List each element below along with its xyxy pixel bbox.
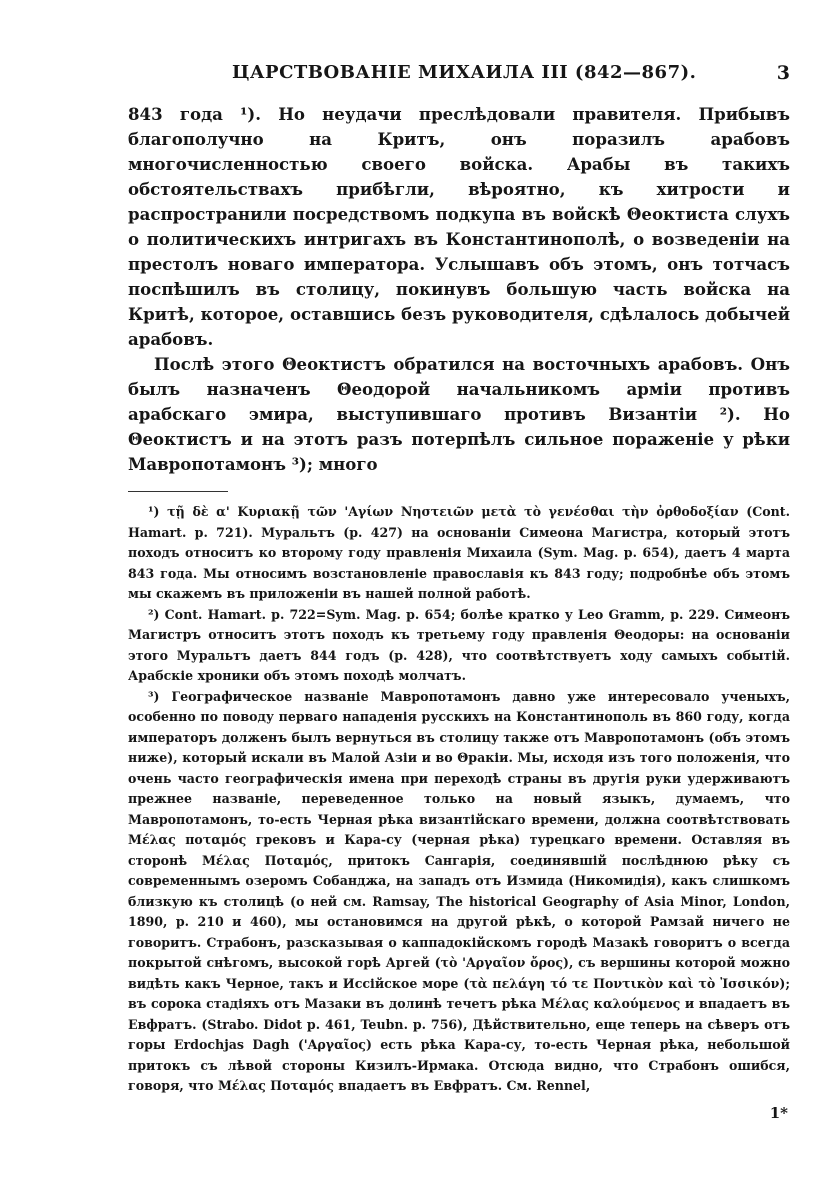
footnote: ³) Географическое названіе Мавропотамонъ давно уже интересовало ученыхъ, особенно по поводу перваго нападенія русскихъ на Константинополь въ 860 году, когда императоръ долженъ былъ вернуться въ столицу также отъ Мавропотамонъ (объ этомъ ниже), который искали въ Малой Азіи и во Θракіи. Мы, исходя изъ того положенія, что очень часто географическія имена при переходѣ страны въ другія руки удерживаютъ прежнее названіе, переведенное только на новый языкъ, думаемъ, что Мавропотамонъ, то-есть Черная рѣка византійскаго времени, должна соотвѣтствовать Μέλας ποταμός грековъ и Кара-су (черная рѣка) турецкаго времени. Оставляя въ сторонѣ Μέλας Ποταμός, притокъ Сангарія, соединявшій послѣднюю рѣку съ современнымъ озеромъ Собанджа, на западъ отъ Измида (Никомидія), какъ слишкомъ близкую къ столицѣ (о ней см. Ramsay, The historical Geography of Asia Minor, London, 1890, p. 210 и 460), мы остановимся на другой рѣкѣ, о которой Рамзай ничего не говоритъ. Страбонъ, разсказывая о каппадокійскомъ городѣ Мазакѣ говоритъ о всегда покрытой снѣгомъ, высокой горѣ Аргей (τὸ 'Αργαῖον ὄρος), съ вершины которой можно видѣть какъ Черное, такъ и Иссійское море (τὰ πελάγη τό τε Ποντικὸν καὶ τὸ Ἰσσικόν); въ сорока стадіяхъ отъ Мазаки въ долинѣ течетъ рѣка Μέλας καλούμενος и впадаетъ въ Евфратъ. (Strabo. Didot p. 461, Teubn. p. 756), Дѣйствительно, еще теперь на сѣверъ отъ горы Erdochjas Dagh ('Αργαῖος) есть рѣка Кара-су, то-есть Черная рѣка, небольшой притокъ съ лѣвой стороны Кизилъ-Ирмака. Отсюда видно, что Страбонъ ошибся, говоря, что Μέλας Ποταμός впадаетъ въ Евфратъ. См. Rennel, — [128, 688, 790, 1093]
footnote-separator — [128, 491, 228, 492]
paragraph: Послѣ этого Θеоктистъ обратился на восточныхъ арабовъ. Онъ былъ назначенъ Θеодорой начальникомъ арміи противъ арабскаго эмира, выступившаго противъ Византіи ²). Но Θеоктистъ и на этотъ разъ потерпѣлъ сильное пораженіе у рѣки Мавропотамонъ ³); много — [128, 354, 790, 474]
footnotes — [128, 502, 790, 1097]
main-text — [128, 102, 790, 477]
page-number: 3 — [776, 62, 790, 84]
footnote: ¹) τῇ δὲ α' Κυριακῇ τῶν 'Αγίων Νηστειῶν μετὰ τὸ γενέσθαι τὴν ὀρθοδοξίαν (Cont. Hamart. p. 721). Муральтъ (p. 427) на основаніи Симеона Магистра, который этотъ походъ относитъ ко второму году правленія Михаила (Sym. Mag. p. 654), даетъ 4 марта 843 года. Мы относимъ возстановленіе православія къ 843 году; подробнѣе объ этомъ мы скажемъ въ приложеніи въ нашей полной работѣ. — [128, 504, 790, 601]
footnote: ²) Cont. Hamart. p. 722=Sym. Mag. p. 654; болѣе кратко у Leo Gramm, p. 229. Симеонъ Магистръ относитъ этотъ походъ къ третьему году правленія Θеодоры: на основаніи этого Муральтъ даетъ 844 годъ (p. 428), что соотвѣтствуетъ ходу самыхъ событій. Арабскіе хроники объ этомъ походѣ молчатъ. — [128, 606, 790, 683]
running-title: ЦАРСТВОВАНІЕ МИХАИЛА III (842—867). — [232, 62, 697, 83]
signature-mark: 1* — [769, 1104, 788, 1122]
paragraph: 843 года ¹). Но неудачи преслѣдовали правителя. Прибывъ благополучно на Критъ, онъ поразилъ арабовъ многочисленностью своего войска. Арабы въ такихъ обстоятельствахъ прибѣгли, вѣроятно, къ хитрости и распространили посредствомъ подкупа въ войскѣ Θеоктиста слухъ о политическихъ интригахъ въ Константинополѣ, о возведеніи на престолъ новаго императора. Услышавъ объ этомъ, онъ тотчасъ поспѣшилъ въ столицу, покинувъ большую часть войска на Критѣ, которое, оставшись безъ руководителя, сдѣлалось добычей арабовъ. — [128, 104, 790, 349]
page-header — [128, 62, 790, 102]
